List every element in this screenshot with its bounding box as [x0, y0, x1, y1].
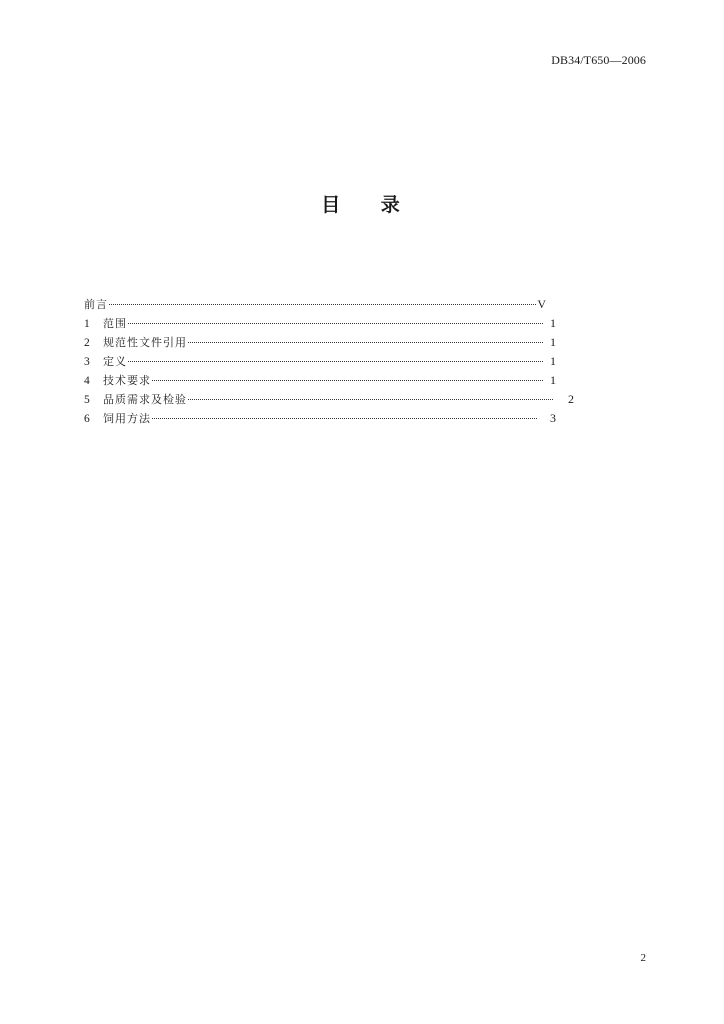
toc-leader: [128, 323, 543, 324]
toc-entry-page: 1: [550, 335, 556, 349]
toc-entry-number: 5: [84, 394, 90, 406]
toc-entry-label: 定义: [103, 355, 127, 368]
toc-leader: [152, 380, 543, 381]
toc-leader: [128, 361, 543, 362]
toc-list: [84, 296, 574, 429]
toc-entry-technical-requirements[interactable]: [84, 372, 556, 391]
toc-entry-page: 1: [550, 373, 556, 387]
toc-leader: [152, 418, 537, 419]
toc-entry-number: 3: [84, 356, 90, 368]
toc-entry-number: 4: [84, 375, 90, 387]
toc-entry-number: 2: [84, 337, 90, 349]
toc-entry-number: 6: [84, 413, 90, 425]
toc-entry-page: 2: [568, 392, 574, 406]
page-number: 2: [640, 952, 646, 964]
toc-entry-page: 3: [550, 411, 556, 425]
toc-entry-feeding-method[interactable]: [84, 410, 556, 429]
toc-entry-number: 1: [84, 318, 90, 330]
toc-entry-page: V: [537, 297, 546, 311]
toc-entry-label: 品质需求及检验: [103, 393, 187, 406]
standard-code-header: DB34/T650—2006: [551, 53, 646, 67]
toc-entry-scope[interactable]: [84, 315, 556, 334]
toc-entry-label: 规范性文件引用: [103, 336, 187, 349]
toc-entry-label: 技术要求: [103, 374, 151, 387]
toc-entry-page: 1: [550, 354, 556, 368]
toc-leader: [188, 342, 543, 343]
toc-entry-page: 1: [550, 316, 556, 330]
toc-title: 目 录: [321, 194, 417, 216]
toc-leader: [109, 304, 536, 305]
toc-entry-label: 范围: [103, 317, 127, 330]
toc-entry-normative-references[interactable]: [84, 334, 556, 353]
toc-entry-quality-inspection[interactable]: [84, 391, 574, 410]
toc-leader: [188, 399, 553, 400]
toc-entry-label: 饲用方法: [103, 412, 151, 425]
toc-entry-preface[interactable]: [84, 296, 546, 315]
toc-entry-definitions[interactable]: [84, 353, 556, 372]
toc-entry-label: 前言: [84, 298, 108, 311]
